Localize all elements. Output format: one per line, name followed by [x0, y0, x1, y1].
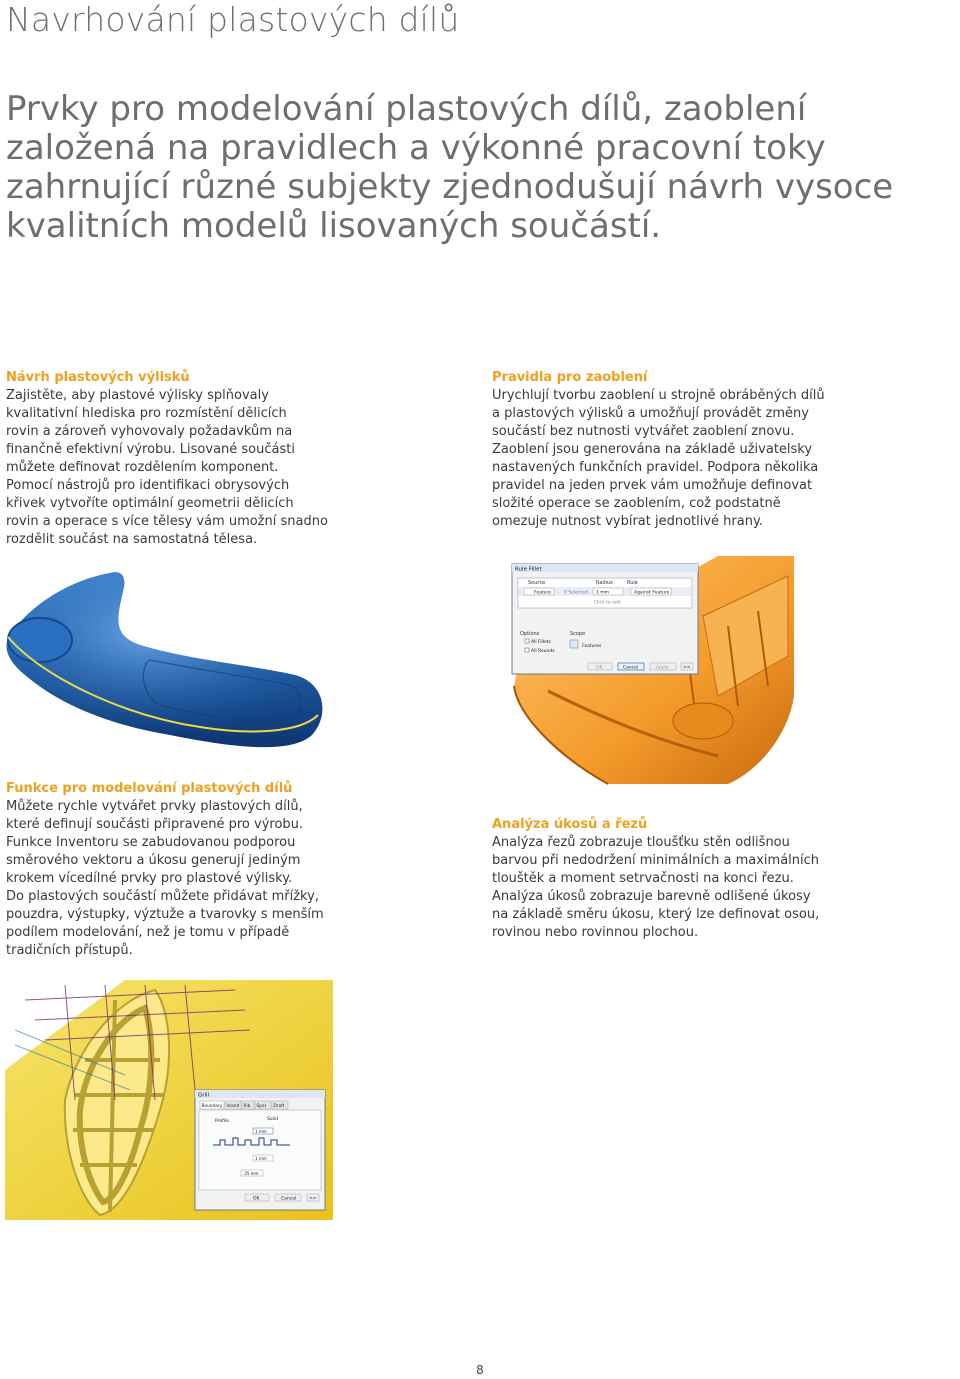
col-source-header: Source: [528, 580, 546, 586]
all-rounds-checkbox[interactable]: [525, 648, 529, 652]
cancel-label: Cancel: [281, 1196, 297, 1202]
section-text: Zajistěte, aby plastové výlisky splňovaly kvalitativní hlediska pro rozmístění dělicích rovin a zároveň vyhovovaly požadavkům na finančně efektivní výrobu. Lisované součásti můžete definovat rozdělením komponent. Pomocí nástrojů pro identifikaci obrysových křivek vytvoříte optimální geometrii dělicích rovin a operace s více tělesy vám umožní snadno rozdělit součást na samostatná tělesa.: [6, 388, 328, 547]
section-fillet-rules: [492, 369, 954, 531]
profile-label: Profile: [215, 1119, 229, 1124]
dim1-value: 1 mm: [255, 1128, 267, 1134]
page-number: 8: [476, 1363, 484, 1377]
section-heading: Návrh plastových výlisků: [6, 370, 190, 385]
section-plastic-features: [6, 780, 476, 960]
scope-value: Features: [582, 644, 602, 649]
blue-plastic-part-image: [0, 565, 340, 750]
all-rounds-label: All Rounds: [531, 649, 555, 654]
scope-label: Scope: [570, 631, 586, 637]
solid-label: Solid: [267, 1117, 278, 1122]
ok-label: OK: [253, 1196, 260, 1202]
col-rule-header: Rule: [627, 580, 638, 586]
rule-value: Against Feature: [634, 590, 670, 596]
ok-label: OK: [596, 665, 603, 671]
grill-tab-label: Boundary: [201, 1104, 223, 1109]
grill-tab-label: Rib: [243, 1104, 251, 1109]
more-label: >>: [309, 1196, 317, 1202]
radius-value: 1 mm: [596, 590, 610, 596]
all-fillets-checkbox[interactable]: [525, 639, 529, 643]
grill-feature-image: [5, 980, 333, 1220]
section-text: Urychlují tvorbu zaoblení u strojně obráběných dílů a plastových výlisků a umožňují provádět změny součástí bez nutnosti vytvářet zaoblení znovu. Zaoblení jsou generována na základě uživatelsky nastavených funkčních pravidel. Podpora několika pravidel na jeden prvek vám umožňuje definovat složité operace se zaoblením, což podstatně omezuje nutnost vybírat jednotlivé hrany.: [492, 388, 825, 529]
click-to-add[interactable]: Click to add: [594, 600, 621, 606]
section-draft-analysis: [492, 816, 954, 942]
apply-label: Apply: [656, 665, 669, 671]
options-label: Options: [520, 631, 540, 637]
source-value: Feature: [534, 590, 552, 596]
section-mold-design: [6, 369, 476, 549]
lead-paragraph: Prvky pro modelování plastových dílů, zaoblení založená na pravidlech a výkonné pracovní toky zahrnující různé subjekty zjednodušují návrh vysoce kvalitních modelů lisovaných součástí.: [6, 89, 894, 246]
dialog-title: Rule Fillet: [515, 566, 542, 573]
section-text: Můžete rychle vytvářet prvky plastových dílů, které definují součásti připravené pro výrobu. Funkce Inventoru se zabudovanou podporou směrového vektoru a úkosu generují jediným krokem vícedílné prvky pro plastové výlisky. Do plastových součástí můžete přidávat mřížky, pouzdra, výstupky, výztuže a tvarovky s menším podílem modelování, než je tomu v případě tradičních přístupů.: [6, 799, 324, 958]
dim2-value: 1 mm: [255, 1155, 267, 1161]
dim3-value: .35 mm: [243, 1170, 259, 1176]
col-radius-header: Radius: [596, 580, 613, 586]
selected-count: 0 Selected: [564, 590, 588, 596]
more-label: >>: [683, 665, 691, 671]
page-section-title: Navrhování plastových dílů: [6, 0, 460, 39]
grill-tab-label: Draft: [273, 1104, 285, 1109]
grill-tab-label: Island: [226, 1104, 240, 1109]
dialog-title: Grill: [198, 1092, 210, 1099]
rule-fillet-image: [488, 556, 796, 786]
section-heading: Analýza úkosů a řezů: [492, 817, 648, 832]
grill-tab-label: Spar: [256, 1104, 267, 1109]
section-heading: Funkce pro modelování plastových dílů: [6, 781, 293, 796]
all-fillets-label: All Fillets: [531, 640, 551, 645]
cancel-label: Cancel: [623, 665, 639, 671]
scope-button[interactable]: [570, 640, 578, 648]
section-text: Analýza řezů zobrazuje tloušťku stěn odlišnou barvou při nedodržení minimálních a maximálních tlouštěk a moment setrvačnosti na konci řezu. Analýza úkosů zobrazuje barevně odlišené úkosy na základě směru úkosu, který lze definovat osou, rovinou nebo rovinnou plochou.: [492, 835, 820, 940]
section-heading: Pravidla pro zaoblení: [492, 370, 648, 385]
